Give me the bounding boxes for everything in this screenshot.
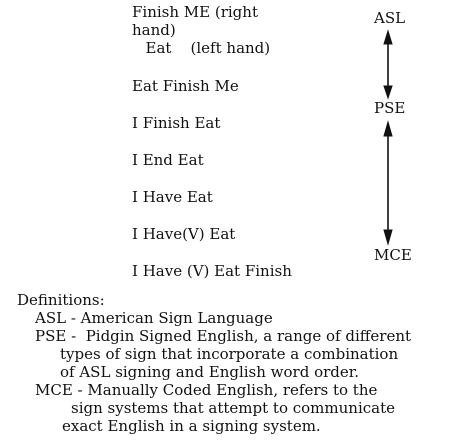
scale-label-mce: MCE <box>374 246 412 264</box>
arrow-pse-mce <box>384 122 392 244</box>
example-3: I Finish Eat <box>132 114 221 132</box>
example-4: I End Eat <box>132 151 204 169</box>
example-6: I Have(V) Eat <box>132 225 236 243</box>
example-2: Eat Finish Me <box>132 77 239 95</box>
arrow-pse-mce-head-down <box>384 230 392 244</box>
definitions-heading: Definitions: <box>17 291 105 309</box>
example-5: I Have Eat <box>132 188 213 206</box>
arrow-pse-mce-head-up <box>384 122 392 136</box>
example-1-line-2: hand) <box>132 21 176 39</box>
definition-pse-line-3: of ASL signing and English word order. <box>60 363 360 381</box>
arrow-asl-pse <box>384 31 392 98</box>
definition-mce-line-3: exact English in a signing system. <box>62 417 321 435</box>
arrow-asl-pse-head-down <box>384 86 392 98</box>
definition-pse-line-2: types of sign that incorporate a combination <box>60 345 399 363</box>
scale-label-asl: ASL <box>374 9 406 27</box>
definition-mce-line-1: MCE - Manually Coded English, refers to the <box>35 381 378 399</box>
definition-mce-line-2: sign systems that attempt to communicate <box>71 399 395 417</box>
example-1-line-1: Finish ME (right <box>132 3 258 21</box>
arrow-asl-pse-head-up <box>384 31 392 44</box>
example-7: I Have (V) Eat Finish <box>132 262 292 280</box>
definition-pse-line-1: PSE - Pidgin Signed English, a range of different <box>35 327 412 345</box>
definition-asl: ASL - American Sign Language <box>35 309 273 327</box>
example-1-line-3: Eat (left hand) <box>136 39 271 57</box>
scale-label-pse: PSE <box>374 99 406 117</box>
